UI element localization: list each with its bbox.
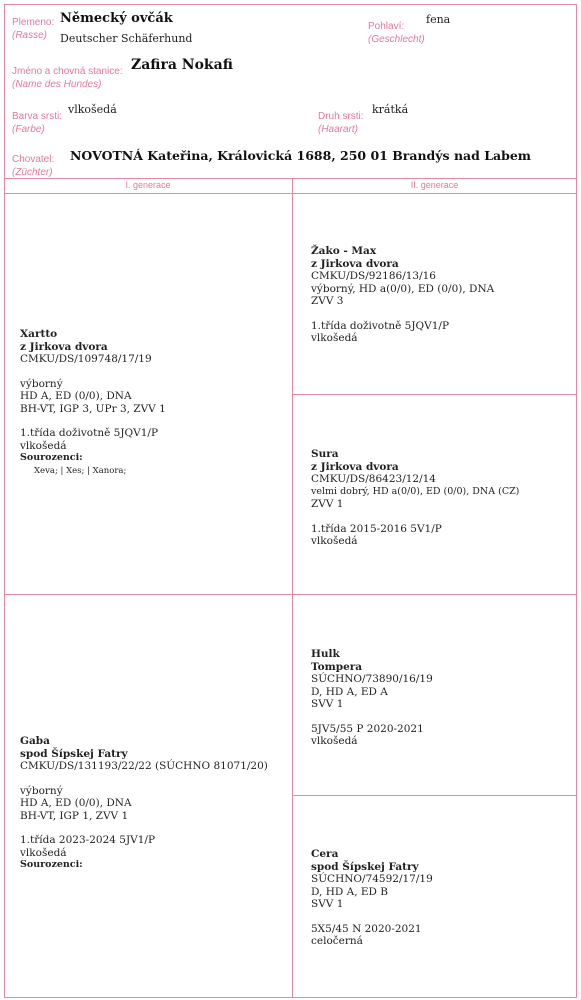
sire-sire-name: Žako - Max — [311, 245, 377, 257]
generation-header-divider — [4, 193, 577, 194]
sire-dam-entry — [311, 448, 573, 548]
sire-kennel: z Jirkova dvora — [20, 340, 108, 353]
sire-siblings-label: Sourozenci: — [20, 452, 83, 463]
header-divider — [4, 178, 577, 179]
sire-dam-health: velmi dobrý, HD a(0/0), ED (0/0), DNA (CZ) — [311, 485, 520, 497]
dam-sire-kennel: Tompera — [311, 660, 363, 673]
sire-exams: BH-VT, IGP 3, UPr 3, ZVV 1 — [20, 402, 166, 415]
sire-grade: výborný — [20, 377, 63, 390]
sire-entry — [20, 328, 285, 477]
sire-dam-divider — [4, 594, 577, 595]
generation-column-divider — [292, 178, 293, 998]
dog-name: Zafira Nokafi — [131, 57, 233, 73]
sire-health: HD A, ED (0/0), DNA — [20, 390, 132, 402]
dam-dam-color: celočerná — [311, 935, 363, 947]
sire-sire-registration: CMKU/DS/92186/13/16 — [311, 270, 436, 282]
dam-exams: BH-VT, IGP 1, ZVV 1 — [20, 809, 129, 822]
dam-kennel: spod Šípskej Fatry — [20, 747, 128, 760]
dam-color: vlkošedá — [20, 846, 67, 859]
breeder-label: Chovatel: (Züchter) — [12, 154, 55, 178]
breed-de: Deutscher Schäferhund — [60, 32, 193, 45]
sire-sire-exams: ZVV 3 — [311, 295, 344, 307]
dam-sire-registration: SÚCHNO/73890/16/19 — [311, 673, 433, 685]
sire-dam-name: Sura — [311, 448, 339, 460]
dam-dam-exams: SVV 1 — [311, 898, 344, 910]
sex-value: fena — [426, 13, 451, 26]
sire-color: vlkošedá — [20, 439, 67, 452]
first-generation-header: I. generace — [125, 180, 171, 190]
sire-class: 1.třída doživotně 5JQV1/P — [20, 427, 159, 439]
sire-dam-kennel: z Jirkova dvora — [311, 460, 399, 473]
color-value: vlkošedá — [68, 103, 117, 116]
sire-sire-health: výborný, HD a(0/0), ED (0/0), DNA — [311, 282, 495, 295]
sire-parents-divider — [292, 394, 577, 395]
dam-dam-kennel: spod Šípskej Fatry — [311, 860, 419, 873]
dam-sire-class: 5JV5/55 P 2020-2021 — [311, 722, 424, 735]
breed-label: Plemeno: (Rasse) — [12, 17, 55, 41]
breed-cz: Německý ovčák — [60, 11, 173, 26]
sire-dam-registration: CMKU/DS/86423/12/14 — [311, 473, 436, 485]
sire-registration: CMKU/DS/109748/17/19 — [20, 353, 152, 365]
dam-name: Gaba — [20, 735, 50, 747]
dam-sire-exams: SVV 1 — [311, 698, 344, 710]
sire-sire-kennel: z Jirkova dvora — [311, 257, 399, 270]
color-label: Barva srsti: (Farbe) — [12, 111, 63, 135]
sire-sire-entry — [311, 245, 571, 345]
sire-name: Xartto — [20, 328, 58, 340]
dam-dam-class: 5X5/45 N 2020-2021 — [311, 922, 422, 935]
dam-dam-entry — [311, 848, 571, 948]
sire-siblings: Xeva; | Xes; | Xanora; — [34, 465, 127, 476]
dam-dam-name: Cera — [311, 848, 339, 860]
coat-label: Druh srsti: (Haarart) — [318, 111, 364, 135]
dam-dam-health: D, HD A, ED B — [311, 885, 389, 898]
name-label: Jméno a chovná stanice: (Name des Hundes) — [12, 66, 123, 90]
dam-sire-health: D, HD A, ED A — [311, 685, 388, 698]
dam-sire-color: vlkošedá — [311, 735, 358, 747]
dam-health: HD A, ED (0/0), DNA — [20, 797, 132, 809]
dam-entry — [20, 735, 288, 872]
dam-siblings-label: Sourozenci: — [20, 859, 83, 870]
dam-parents-divider — [292, 795, 577, 796]
dam-sire-entry — [311, 648, 571, 748]
sex-label: Pohlaví: (Geschlecht) — [368, 21, 425, 45]
dam-registration: CMKU/DS/131193/22/22 (SÚCHNO 81071/20) — [20, 760, 268, 772]
dam-class: 1.třída 2023-2024 5JV1/P — [20, 834, 156, 846]
sire-dam-exams: ZVV 1 — [311, 498, 344, 510]
second-generation-header: II. generace — [410, 180, 459, 190]
dam-sire-name: Hulk — [311, 648, 340, 660]
sire-sire-class: 1.třída doživotně 5JQV1/P — [311, 319, 450, 332]
sire-dam-class: 1.třída 2015-2016 5V1/P — [311, 522, 442, 535]
breeder-value: NOVOTNÁ Kateřina, Královická 1688, 250 01 Brandýs nad Labem — [70, 148, 532, 163]
dam-grade: výborný — [20, 784, 63, 797]
coat-value: krátká — [372, 103, 409, 116]
sire-dam-color: vlkošedá — [311, 535, 358, 547]
dam-dam-registration: SÚCHNO/74592/17/19 — [311, 873, 433, 885]
sire-sire-color: vlkošedá — [311, 332, 358, 344]
